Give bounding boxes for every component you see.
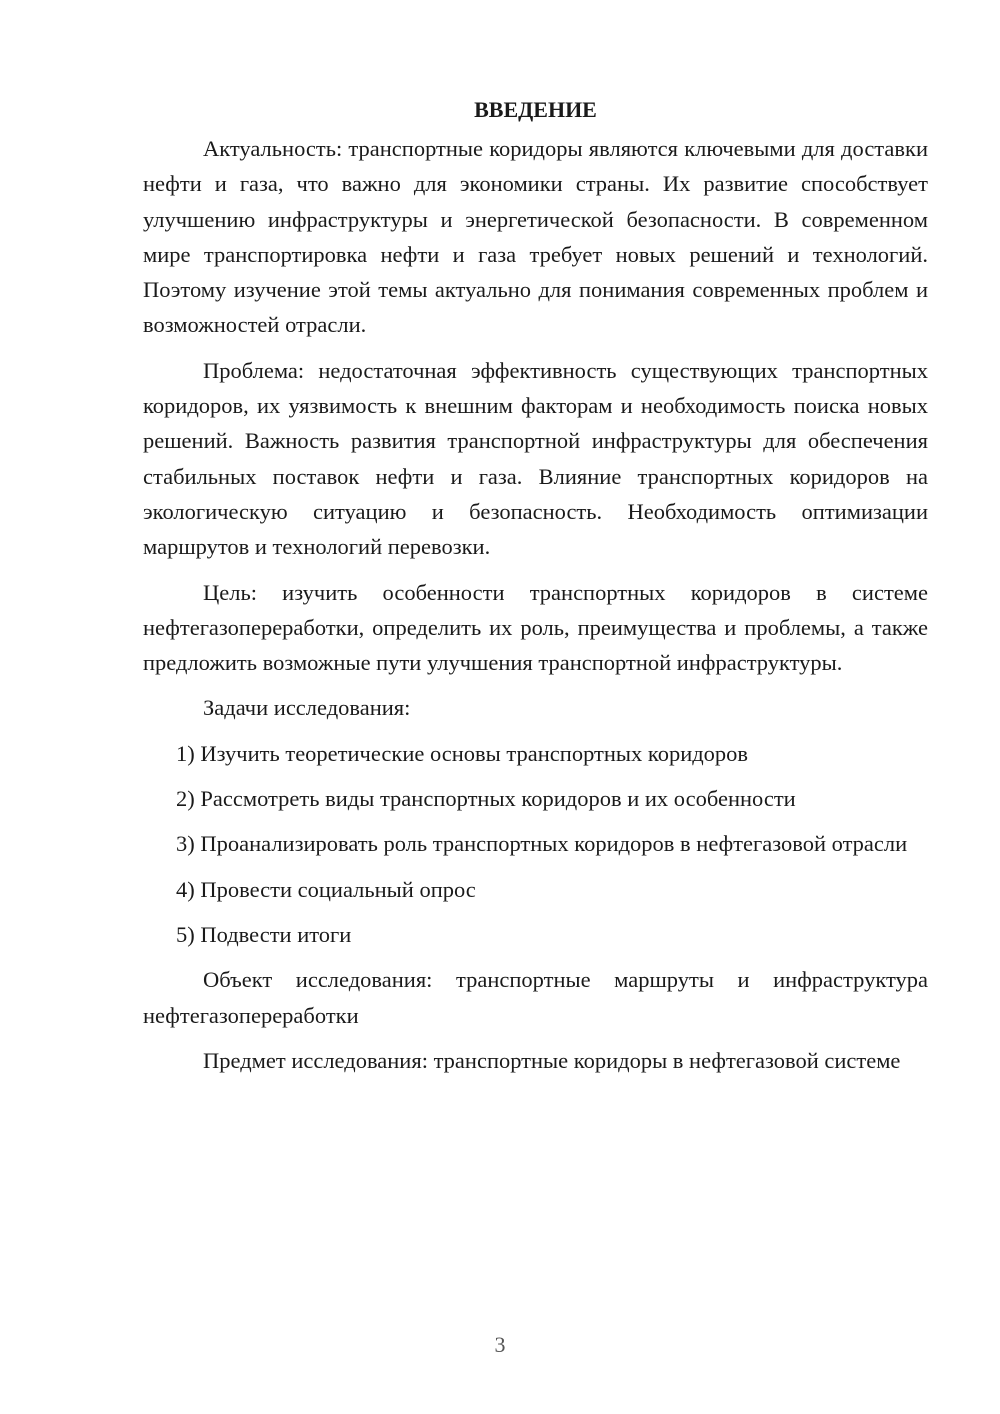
task-item-3: 3) Проанализировать роль транспортных коридоров в нефтегазовой отрасли [176,831,908,857]
paragraph-relevance: Актуальность: транспортные коридоры являются ключевыми для доставки нефти и газа, что важно для экономики страны. Их развитие способствует улучшению инфраструктуры и энергетической безопасности. В современном мире транспортировка нефти и газа требует новых решений и технологий. Поэтому изучение этой темы актуально для понимания современных проблем и возможностей отрасли. [143,136,928,338]
paragraph-object: Объект исследования: транспортные маршруты и инфраструктура нефтегазопереработки [143,967,928,1028]
task-item-4: 4) Провести социальный опрос [176,876,476,902]
paragraph-goal: Цель: изучить особенности транспортных коридоров в системе нефтегазопереработки, определить их роль, преимущества и проблемы, а также предложить возможные пути улучшения транспортной инфраструктуры. [143,579,928,676]
task-item-2: 2) Рассмотреть виды транспортных коридоров и их особенности [176,786,796,812]
paragraph-subject: Предмет исследования: транспортные коридоры в нефтегазовой системе [203,1047,901,1073]
section-title: ВВЕДЕНИЕ [474,97,597,122]
paragraph-problem: Проблема: недостаточная эффективность существующих транспортных коридоров, их уязвимость к внешним факторам и необходимость поиска новых решений. Важность развития транспортной инфраструктуры для обеспечения стабильных поставок нефти и газа. Влияние транспортных коридоров на экологическую ситуацию и безопасность. Необходимость оптимизации маршрутов и технологий перевозки. [143,357,928,560]
document-body [143,92,928,1088]
task-item-5: 5) Подвести итоги [176,921,352,947]
task-item-1: 1) Изучить теоретические основы транспортных коридоров [176,740,749,766]
page-number: 3 [494,1332,506,1357]
tasks-heading: Задачи исследования: [203,695,411,721]
